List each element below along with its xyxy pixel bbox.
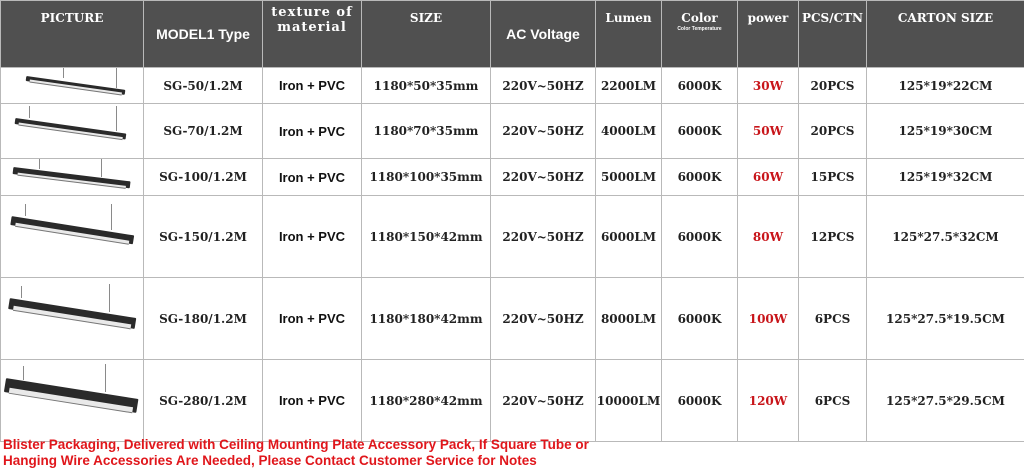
cell-material: Iron + PVC xyxy=(263,196,362,278)
cell-material: Iron + PVC xyxy=(263,159,362,196)
hanging-wire-icon xyxy=(101,159,102,177)
table-row xyxy=(1,278,1024,360)
header-picture: PICTURE xyxy=(1,1,144,68)
hanging-wire-icon xyxy=(105,364,106,392)
cell-size: 1180*50*35mm xyxy=(362,68,491,104)
cell-material: Iron + PVC xyxy=(263,278,362,360)
table-row xyxy=(1,360,1024,442)
cell-size: 1180*100*35mm xyxy=(362,159,491,196)
hanging-wire-icon xyxy=(25,204,26,216)
cell-carton: 125*19*22CM xyxy=(867,68,1024,104)
cell-carton: 125*19*30CM xyxy=(867,104,1024,159)
linear-pendant-lamp-icon xyxy=(26,76,126,95)
packaging-note-line: Blister Packaging, Delivered with Ceiling Mounting Plate Accessory Pack, If Square Tube or xyxy=(3,437,589,452)
cell-lumen: 5000LM xyxy=(596,159,662,196)
table-row xyxy=(1,159,1024,196)
cell-pcs: 6PCS xyxy=(799,360,867,442)
cell-power: 120W xyxy=(738,360,799,442)
cell-color: 6000K xyxy=(662,104,738,159)
cell-pcs: 12PCS xyxy=(799,196,867,278)
linear-pendant-lamp-icon xyxy=(15,118,127,140)
packaging-note xyxy=(3,437,1013,469)
cell-model: SG-280/1.2M xyxy=(144,360,263,442)
cell-size: 1180*180*42mm xyxy=(362,278,491,360)
linear-pendant-lamp-icon xyxy=(13,167,131,188)
linear-pendant-lamp-icon xyxy=(8,298,136,329)
header-voltage: AC Voltage xyxy=(491,1,596,68)
cell-material: Iron + PVC xyxy=(263,68,362,104)
cell-pcs: 15PCS xyxy=(799,159,867,196)
header-lumen: Lumen xyxy=(596,1,662,68)
cell-power: 80W xyxy=(738,196,799,278)
cell-lumen: 4000LM xyxy=(596,104,662,159)
cell-material: Iron + PVC xyxy=(263,360,362,442)
cell-pcs: 6PCS xyxy=(799,278,867,360)
product-picture xyxy=(1,360,144,442)
header-row xyxy=(1,1,1024,68)
table-row xyxy=(1,196,1024,278)
cell-power: 100W xyxy=(738,278,799,360)
product-picture xyxy=(1,68,144,104)
cell-size: 1180*280*42mm xyxy=(362,360,491,442)
cell-voltage: 220V~50HZ xyxy=(491,104,596,159)
cell-carton: 125*19*32CM xyxy=(867,159,1024,196)
table-row xyxy=(1,104,1024,159)
cell-lumen: 2200LM xyxy=(596,68,662,104)
hanging-wire-icon xyxy=(116,68,117,88)
header-size: SIZE xyxy=(362,1,491,68)
header-pcs: PCS/CTN xyxy=(799,1,867,68)
cell-power: 30W xyxy=(738,68,799,104)
linear-pendant-lamp-icon xyxy=(10,216,134,244)
product-picture xyxy=(1,159,144,196)
cell-size: 1180*70*35mm xyxy=(362,104,491,159)
cell-carton: 125*27.5*29.5CM xyxy=(867,360,1024,442)
cell-voltage: 220V~50HZ xyxy=(491,68,596,104)
header-color-sub: Color Temperature xyxy=(677,26,722,32)
header-color-label: Color xyxy=(681,11,718,25)
cell-color: 6000K xyxy=(662,278,738,360)
cell-model: SG-70/1.2M xyxy=(144,104,263,159)
cell-voltage: 220V~50HZ xyxy=(491,196,596,278)
cell-size: 1180*150*42mm xyxy=(362,196,491,278)
cell-color: 6000K xyxy=(662,196,738,278)
cell-carton: 125*27.5*32CM xyxy=(867,196,1024,278)
header-power: power xyxy=(738,1,799,68)
cell-power: 50W xyxy=(738,104,799,159)
product-picture xyxy=(1,196,144,278)
hanging-wire-icon xyxy=(109,284,110,312)
cell-lumen: 10000LM xyxy=(596,360,662,442)
cell-model: SG-100/1.2M xyxy=(144,159,263,196)
cell-lumen: 8000LM xyxy=(596,278,662,360)
hanging-wire-icon xyxy=(29,106,30,118)
header-carton: CARTON SIZE xyxy=(867,1,1024,68)
cell-voltage: 220V~50HZ xyxy=(491,159,596,196)
cell-model: SG-50/1.2M xyxy=(144,68,263,104)
hanging-wire-icon xyxy=(111,204,112,230)
product-picture xyxy=(1,278,144,360)
cell-voltage: 220V~50HZ xyxy=(491,360,596,442)
cell-model: SG-180/1.2M xyxy=(144,278,263,360)
hanging-wire-icon xyxy=(21,286,22,298)
cell-color: 6000K xyxy=(662,159,738,196)
cell-power: 60W xyxy=(738,159,799,196)
cell-color: 6000K xyxy=(662,68,738,104)
header-color xyxy=(662,1,738,68)
hanging-wire-icon xyxy=(63,68,64,78)
header-model: MODEL1 Type xyxy=(144,1,263,68)
hanging-wire-icon xyxy=(23,366,24,380)
cell-pcs: 20PCS xyxy=(799,68,867,104)
linear-pendant-lamp-icon xyxy=(4,378,139,413)
cell-model: SG-150/1.2M xyxy=(144,196,263,278)
table-row xyxy=(1,68,1024,104)
packaging-note-line: Hanging Wire Accessories Are Needed, Please Contact Customer Service for Notes xyxy=(3,453,537,468)
cell-carton: 125*27.5*19.5CM xyxy=(867,278,1024,360)
cell-color: 6000K xyxy=(662,360,738,442)
header-texture: texture of material xyxy=(263,1,362,68)
hanging-wire-icon xyxy=(116,106,117,131)
hanging-wire-icon xyxy=(39,159,40,169)
product-picture xyxy=(1,104,144,159)
cell-material: Iron + PVC xyxy=(263,104,362,159)
cell-pcs: 20PCS xyxy=(799,104,867,159)
cell-voltage: 220V~50HZ xyxy=(491,278,596,360)
cell-lumen: 6000LM xyxy=(596,196,662,278)
